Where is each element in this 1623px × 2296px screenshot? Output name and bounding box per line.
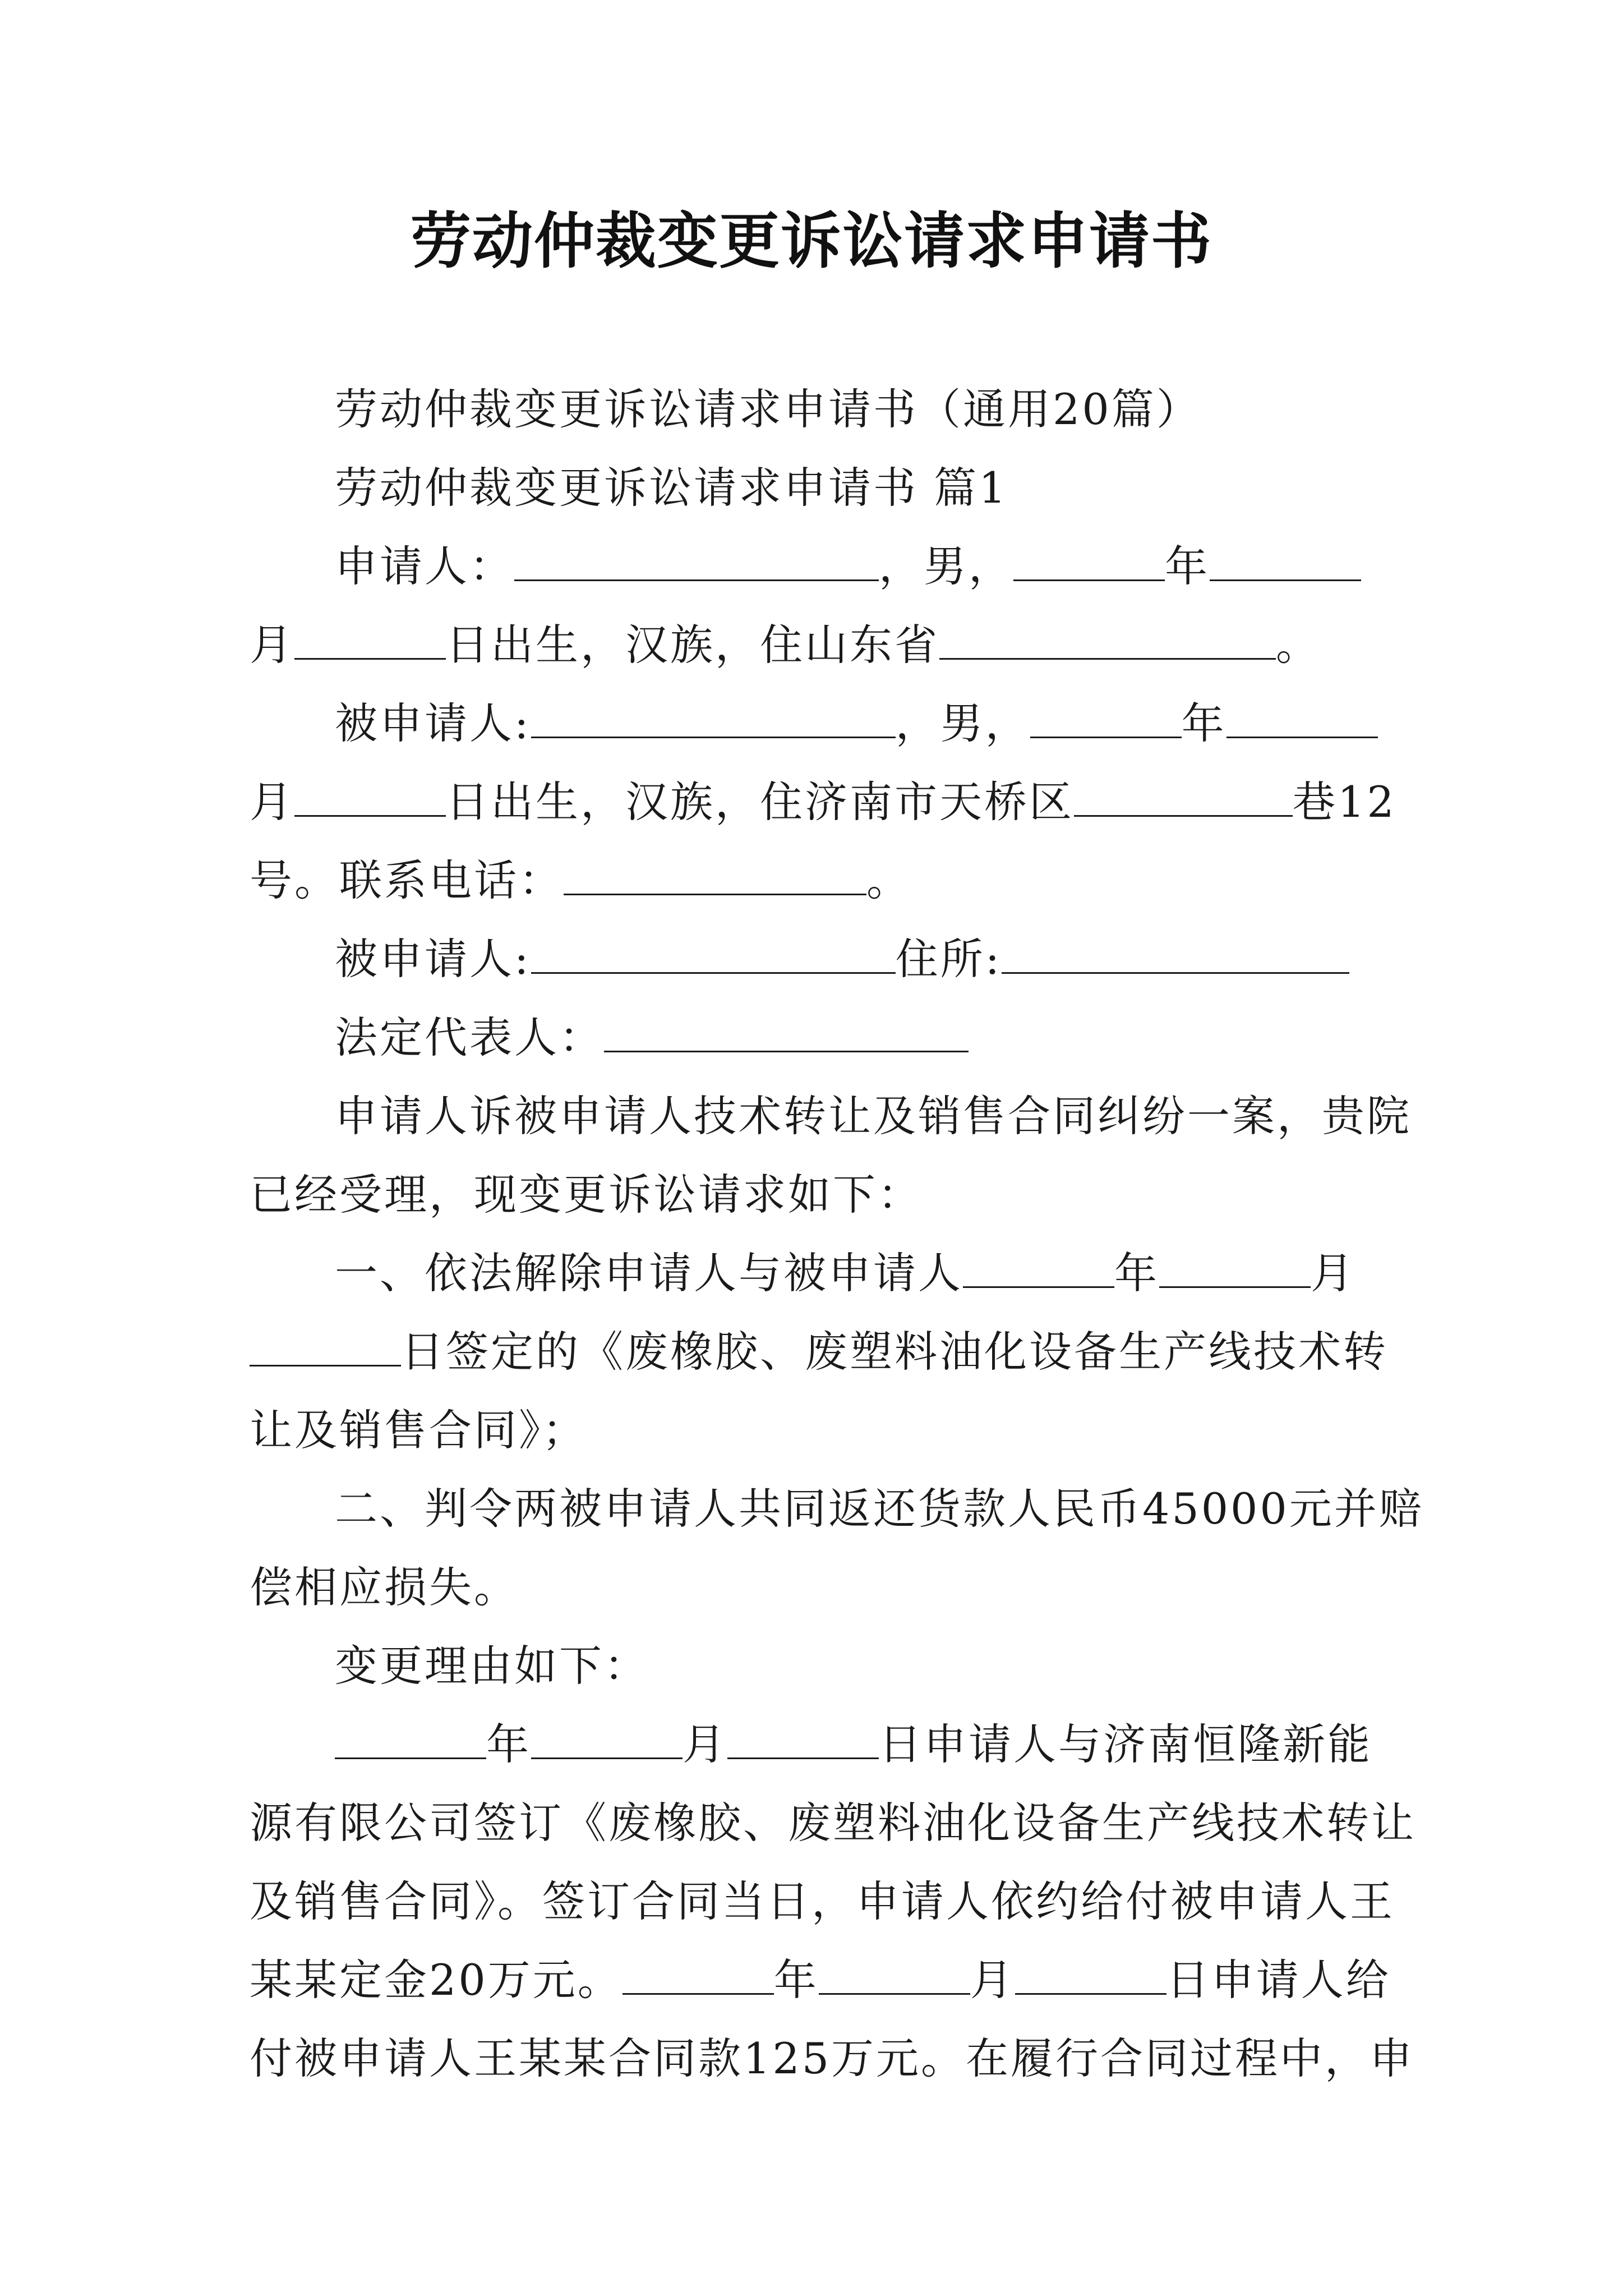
claim2-text-1: 二、判令两被申请人共同返还货款人民币45000元并赔 <box>335 1484 1424 1534</box>
respondent1-month-blank <box>1227 697 1378 738</box>
claim1-month: 月 <box>1311 1248 1355 1298</box>
applicant-end: 。 <box>1276 620 1321 670</box>
respondent2-name-blank <box>531 933 896 974</box>
claim1-text-3: 让及销售合同》； <box>250 1405 587 1455</box>
document-title: 劳动仲裁变更诉讼请求申请书 <box>410 206 1212 277</box>
applicant-year-blank <box>1013 540 1165 581</box>
section-heading: 劳动仲裁变更诉讼请求申请书 篇1 <box>335 463 1008 513</box>
subtitle-line <box>250 370 1391 449</box>
section-heading-line <box>250 449 1391 527</box>
applicant-day-blank <box>294 619 446 660</box>
claim1-year-blank <box>963 1247 1114 1288</box>
reasons-year-blank <box>335 1718 486 1759</box>
respondent2-line <box>250 920 1391 999</box>
applicant-month: 月 <box>250 620 294 670</box>
claim1-line-1 <box>250 1234 1391 1313</box>
reasons-text-4: 某某定金20万元。 <box>250 1955 623 2005</box>
respondent2-label: 被申请人: <box>335 934 531 984</box>
reasons-line-5 <box>250 2019 1415 2098</box>
claim1-line-3 <box>250 1391 1391 1470</box>
respondent1-birth: 日出生，汉族，住济南市天桥区 <box>446 777 1074 827</box>
respondent1-line-3 <box>250 841 1391 920</box>
reasons-heading: 变更理由如下： <box>335 1641 649 1691</box>
intro-text-1: 申请人诉被申请人技术转让及销售合同纠纷一案，贵院 <box>335 1091 1412 1141</box>
claim2-text-2: 偿相应损失。 <box>250 1562 519 1612</box>
claim1-day-text: 日签定的《废橡胶、废塑料油化设备生产线技术转 <box>401 1327 1388 1377</box>
applicant-address-blank <box>939 619 1276 660</box>
reasons-month-blank <box>531 1718 683 1759</box>
respondent1-label: 被申请人: <box>335 698 531 748</box>
respondent1-line <box>250 684 1391 763</box>
applicant-name-blank <box>514 540 879 581</box>
reasons-line4-year-blank <box>623 1954 774 1995</box>
applicant-line <box>250 527 1391 606</box>
applicant-line-2 <box>250 606 1391 684</box>
intro-line-1 <box>250 1077 1412 1156</box>
respondent1-sex: ，男， <box>895 698 1030 748</box>
respondent1-year-blank <box>1030 697 1182 738</box>
reasons-line4-day: 日申请人给 <box>1166 1955 1391 2005</box>
respondent1-lane: 巷12 <box>1293 777 1396 827</box>
applicant-birth: 日出生，汉族，住山东省 <box>446 620 939 670</box>
reasons-heading-line <box>250 1627 1391 1705</box>
respondent1-end: 。 <box>866 855 911 905</box>
reasons-line4-month: 月 <box>970 1955 1015 2005</box>
claim1-prefix: 一、依法解除申请人与被申请人 <box>335 1248 963 1298</box>
claim1-day-blank <box>250 1326 401 1366</box>
respondent1-day-blank <box>294 776 446 817</box>
claim1-month-blank <box>1159 1247 1311 1288</box>
respondent1-name-blank <box>531 697 896 738</box>
respondent2-residence: 住所: <box>895 934 1002 984</box>
reasons-year: 年 <box>486 1719 531 1769</box>
respondent1-year: 年 <box>1181 698 1227 748</box>
reasons-line4-month-blank <box>819 1954 970 1995</box>
reasons-line-3 <box>250 1862 1395 1941</box>
reasons-line4-year: 年 <box>773 1955 819 2005</box>
claim1-line-2 <box>250 1313 1391 1391</box>
reasons-text-3: 及销售合同》。签订合同当日，申请人依约给付被申请人王 <box>250 1876 1395 1926</box>
legal-rep-line <box>250 999 1391 1077</box>
reasons-day-blank <box>727 1718 879 1759</box>
intro-line-2 <box>250 1156 1391 1234</box>
claim2-line-1 <box>250 1470 1424 1548</box>
applicant-label: 申请人： <box>335 541 514 591</box>
reasons-day-text: 日申请人与济南恒隆新能 <box>879 1719 1372 1769</box>
intro-text-2: 已经受理，现变更诉讼请求如下： <box>250 1170 923 1220</box>
reasons-text-2: 源有限公司签订《废橡胶、废塑料油化设备生产线技术转让 <box>250 1798 1416 1848</box>
reasons-text-5: 付被申请人王某某合同款125万元。在履行合同过程中，申 <box>250 2033 1415 2083</box>
respondent1-street-blank <box>1074 776 1293 817</box>
legal-rep-label: 法定代表人： <box>335 1013 604 1062</box>
applicant-month-blank <box>1210 540 1361 581</box>
reasons-line4-day-blank <box>1015 1954 1166 1995</box>
respondent1-month: 月 <box>250 777 294 827</box>
applicant-year: 年 <box>1165 541 1210 591</box>
subtitle: 劳动仲裁变更诉讼请求申请书（通用20篇） <box>335 384 1201 434</box>
applicant-sex: ，男， <box>879 541 1013 591</box>
respondent1-line-2 <box>250 763 1396 841</box>
reasons-month: 月 <box>683 1719 727 1769</box>
claim2-line-2 <box>250 1548 1391 1627</box>
document-body <box>250 370 1424 2098</box>
respondent1-phone-blank <box>564 854 866 895</box>
legal-rep-blank <box>604 1011 969 1052</box>
claim1-year: 年 <box>1114 1248 1159 1298</box>
reasons-line-4 <box>250 1941 1391 2019</box>
reasons-line-1 <box>250 1705 1391 1784</box>
respondent1-phone-prefix: 号。联系电话： <box>250 855 564 905</box>
reasons-line-2 <box>250 1784 1416 1862</box>
respondent2-residence-blank <box>1002 933 1349 974</box>
